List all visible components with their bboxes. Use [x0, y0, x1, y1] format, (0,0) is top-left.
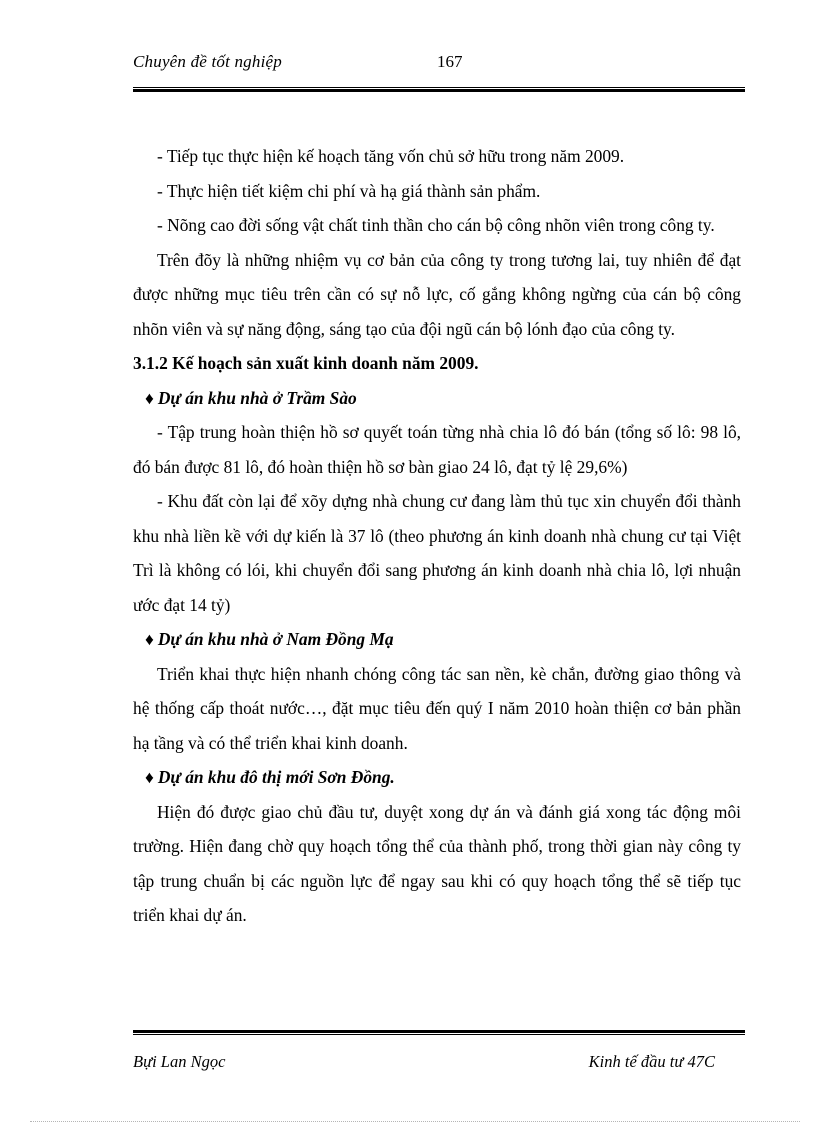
project-title: Dự án khu nhà ở Nam Đồng Mạ: [157, 629, 394, 649]
footer-author: Bựi Lan Ngọc: [133, 1052, 226, 1071]
section-heading: 3.1.2 Kế hoạch sản xuất kinh doanh năm 2009.: [133, 353, 479, 373]
list-item: - Khu đất còn lại để xõy dựng nhà chung cư đang làm thủ tục xin chuyển đổi thành khu nhà liền kề với dự kiến là 37 lô (theo phương án kinh doanh nhà chung cư tại Việt Trì là không có lói, khi chuyển đổi sang phương án kinh doanh nhà chia lô, lợi nhuận ước đạt 14 tỷ): [133, 491, 741, 615]
project-title: Dự án khu đô thị mới Sơn Đồng.: [157, 767, 395, 787]
project-title: Dự án khu nhà ở Trầm Sào: [157, 387, 357, 408]
page-edge-divider: [30, 1121, 800, 1122]
project-paragraph: Triển khai thực hiện nhanh chóng công tác san nền, kè chắn, đường giao thông và hệ thống cấp thoát nước…, đặt mục tiêu đến quý I năm 2010 hoàn thiện cơ bản phần hạ tầng và có thể triển khai kinh doanh.: [133, 663, 741, 753]
document-body: [133, 139, 741, 933]
list-item: - Nõng cao đời sống vật chất tinh thần cho cán bộ công nhõn viên trong công ty.: [157, 215, 715, 235]
list-item: - Thực hiện tiết kiệm chi phí và hạ giá thành sản phẩm.: [157, 180, 541, 201]
project-heading-tram-sao: [133, 381, 741, 416]
list-item: - Tập trung hoàn thiện hồ sơ quyết toán từng nhà chia lô đó bán (tổng số lô: 98 lô, đó bán được 81 lô, đó hoàn thiện hồ sơ bàn giao 24 lô, đạt tỷ lệ 29,6%): [133, 422, 741, 477]
header-title: Chuyên đề tốt nghiệp: [133, 52, 282, 71]
project-heading-son-dong: [133, 760, 741, 795]
list-item: - Tiếp tục thực hiện kế hoạch tăng vốn chủ sở hữu trong năm 2009.: [157, 146, 625, 166]
footer-divider: [133, 1030, 745, 1035]
diamond-bullet-icon: ♦: [145, 767, 154, 787]
diamond-bullet-icon: ♦: [145, 387, 154, 408]
summary-paragraph: Trên đõy là những nhiệm vụ cơ bản của công ty trong tương lai, tuy nhiên để đạt được những mục tiêu trên cần có sự nỗ lực, cố gắng không ngừng của cán bộ công nhõn viên và sự năng động, sáng tạo của đội ngũ cán bộ lónh đạo của công ty.: [133, 249, 741, 339]
page-header: [133, 50, 745, 80]
page-number: 167: [437, 52, 463, 71]
project-paragraph: Hiện đó được giao chủ đầu tư, duyệt xong dự án và đánh giá xong tác động môi trường. Hiện đang chờ quy hoạch tổng thể của thành phố, trong thời gian này công ty tập trung chuẩn bị các nguồn lực để ngay sau khi có quy hoạch tổng thể sẽ tiếp tục triển khai dự án.: [133, 801, 741, 925]
footer-class: Kinh tế đầu tư 47C: [588, 1052, 715, 1071]
page-footer: [133, 1052, 745, 1078]
project-heading-nam-dong-ma: [133, 622, 741, 657]
diamond-bullet-icon: ♦: [145, 629, 154, 649]
header-divider: [133, 87, 745, 92]
